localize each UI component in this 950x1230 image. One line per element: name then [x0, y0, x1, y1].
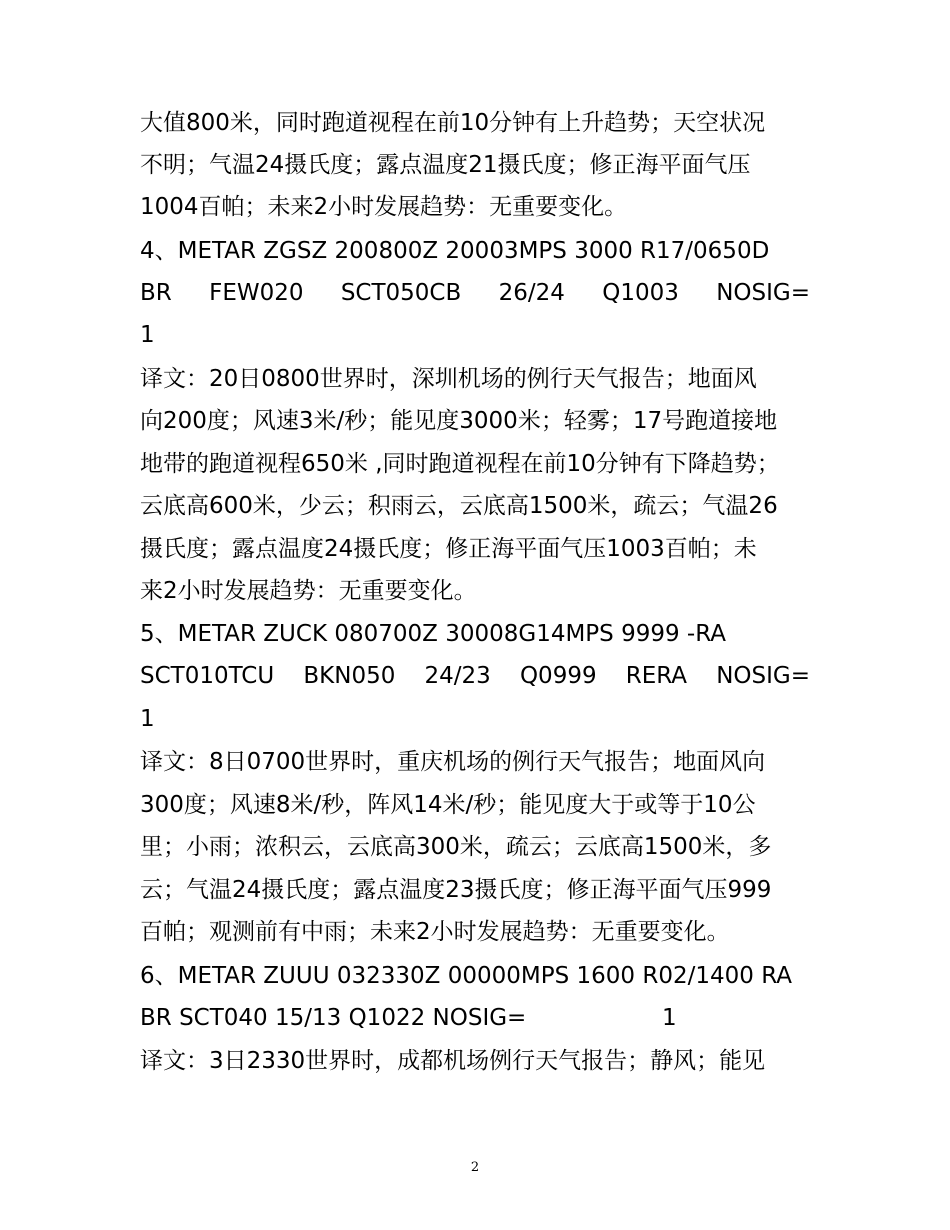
translation-line: 译文：20日0800世界时，深圳机场的例行天气报告；地面风: [140, 366, 757, 392]
metar-token: SCT010TCU: [140, 663, 275, 689]
metar-code-line: 5、METAR ZUCK 080700Z 30008G14MPS 9999 -RA: [140, 621, 727, 647]
page-number: 2: [470, 1160, 480, 1175]
metar-token: NOSIG=: [716, 280, 810, 306]
metar-code-line: [140, 1003, 810, 1033]
metar-code-line: [140, 278, 810, 308]
text-line: 百帕；观测前有中雨；未来2小时发展趋势：无重要变化。: [140, 919, 730, 945]
text-line: 云；气温24摄氏度；露点温度23摄氏度；修正海平面气压999: [140, 877, 772, 903]
score-mark: 1: [140, 706, 155, 732]
translation-line: 译文：8日0700世界时，重庆机场的例行天气报告；地面风向: [140, 749, 766, 775]
score-mark: 1: [662, 1005, 677, 1031]
text-line: 里；小雨；浓积云，云底高300米，疏云；云底高1500米，多: [140, 834, 772, 860]
metar-code-line: 6、METAR ZUUU 032330Z 00000MPS 1600 R02/1400 RA: [140, 963, 792, 989]
metar-code-text: BR SCT040 15/13 Q1022 NOSIG=: [140, 1005, 527, 1031]
text-line: 1004百帕；未来2小时发展趋势：无重要变化。: [140, 194, 628, 220]
metar-token: BR: [140, 280, 172, 306]
metar-token: SCT050CB: [340, 280, 462, 306]
text-line: 云底高600米，少云；积雨云，云底高1500米，疏云；气温26: [140, 493, 778, 519]
metar-token: 24/23: [424, 663, 491, 689]
metar-token: NOSIG=: [716, 663, 810, 689]
text-line: 大值800米，同时跑道视程在前10分钟有上升趋势；天空状况: [140, 110, 766, 136]
text-line: 300度；风速8米/秒，阵风14米/秒；能见度大于或等于10公: [140, 792, 756, 818]
translation-line: 译文：3日2330世界时，成都机场例行天气报告；静风；能见: [140, 1048, 766, 1074]
metar-code-line: [140, 661, 810, 691]
metar-token: FEW020: [209, 280, 304, 306]
metar-token: RERA: [625, 663, 688, 689]
text-line: 地带的跑道视程650米 ,同时跑道视程在前10分钟有下降趋势；: [140, 451, 780, 477]
text-line: 摄氏度；露点温度24摄氏度；修正海平面气压1003百帕；未: [140, 536, 757, 562]
metar-token: Q0999: [519, 663, 597, 689]
metar-code-line: 4、METAR ZGSZ 200800Z 20003MPS 3000 R17/0650D: [140, 238, 770, 264]
text-line: 向200度；风速3米/秒；能见度3000米；轻雾；17号跑道接地: [140, 408, 778, 434]
metar-token: BKN050: [303, 663, 396, 689]
text-line: 来2小时发展趋势：无重要变化。: [140, 578, 477, 604]
metar-token: Q1003: [602, 280, 679, 306]
metar-token: 26/24: [498, 280, 565, 306]
score-mark: 1: [140, 322, 155, 348]
text-line: 不明；气温24摄氏度；露点温度21摄氏度；修正海平面气压: [140, 152, 751, 178]
